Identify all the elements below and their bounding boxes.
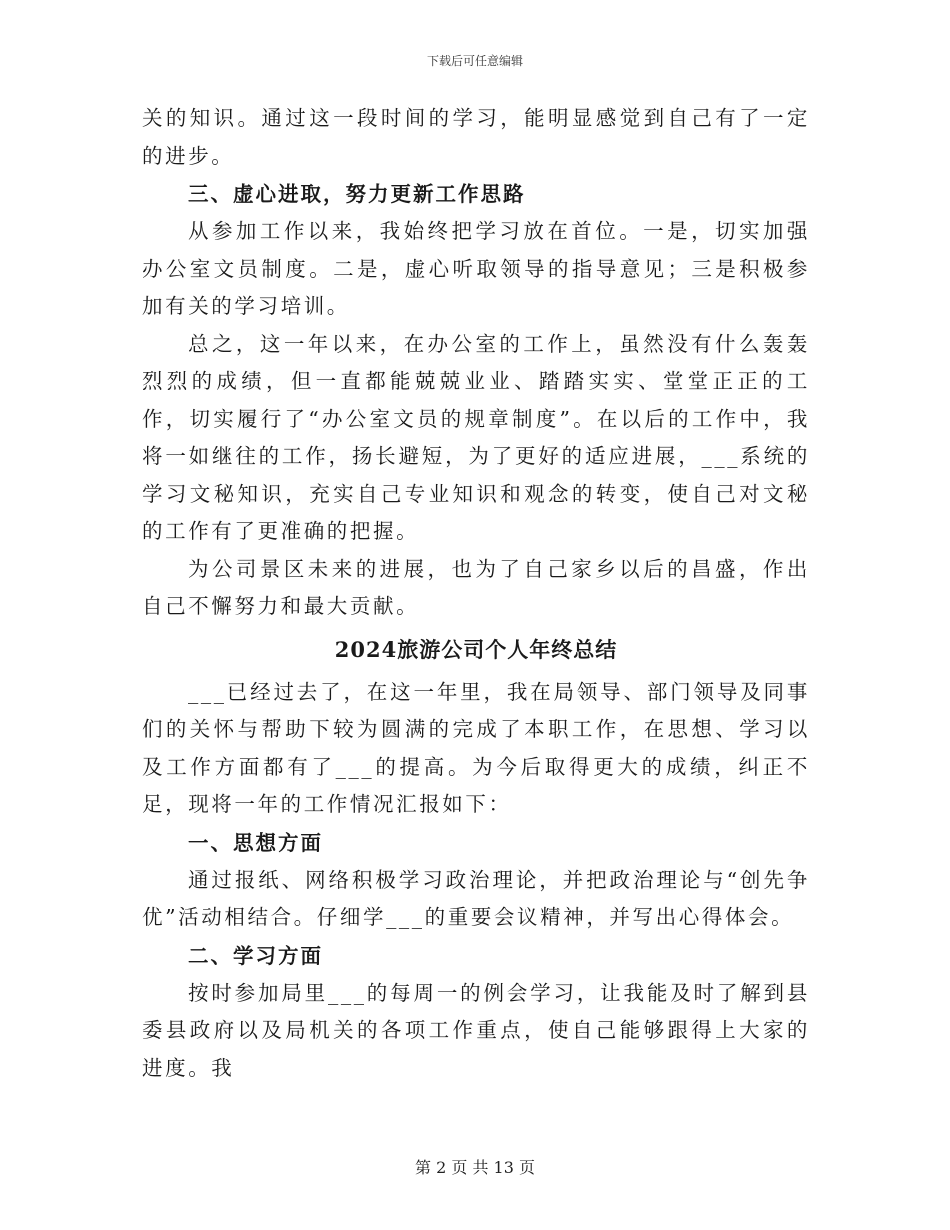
section-heading-2: 二、学习方面: [188, 943, 323, 968]
paragraph: 为公司景区未来的进展，也为了自己家乡以后的昌盛，作出自己不懈努力和最大贡献。: [142, 556, 810, 618]
paragraph: 通过报纸、网络积极学习政治理论，并把政治理论与“创先争优”活动相结合。仔细学___的重要会议精神，并写出心得体会。: [142, 867, 810, 929]
section-heading-3: 三、虚心进取，努力更新工作思路: [188, 182, 526, 206]
document-body: [142, 100, 810, 1087]
page-header: 下载后可任意编辑: [426, 54, 523, 68]
page-number: 第 2 页 共 13 页: [415, 1158, 535, 1177]
paragraph: ___已经过去了，在这一年里，我在局领导、部门领导及同事们的关怀与帮助下较为圆满的完成了本职工作，在思想、学习以及工作方面都有了___的提高。为今后取得更大的成绩，纠正不足，现将一年的工作情况汇报如下：: [142, 679, 810, 816]
paragraph: 按时参加局里___的每周一的例会学习，让我能及时了解到县委县政府以及局机关的各项工作重点，使自己能够跟得上大家的进度。我: [142, 980, 810, 1080]
paragraph-continuation: 关的知识。通过这一段时间的学习，能明显感觉到自己有了一定的进步。: [142, 106, 810, 168]
section-heading-1: 一、思想方面: [188, 830, 323, 855]
paragraph: 总之，这一年以来，在办公室的工作上，虽然没有什么轰轰烈烈的成绩，但一直都能兢兢业业、踏踏实实、堂堂正正的工作，切实履行了“办公室文员的规章制度”。在以后的工作中，我将一如继往的工作，扬长避短，为了更好的适应进展，___系统的学习文秘知识，充实自己专业知识和观念的转变，使自己对文秘的工作有了更准确的把握。: [142, 331, 810, 543]
paragraph: 从参加工作以来，我始终把学习放在首位。一是，切实加强办公室文员制度。二是，虚心听取领导的指导意见；三是积极参加有关的学习培训。: [142, 219, 810, 318]
document-title: 2024旅游公司个人年终总结: [334, 636, 618, 662]
